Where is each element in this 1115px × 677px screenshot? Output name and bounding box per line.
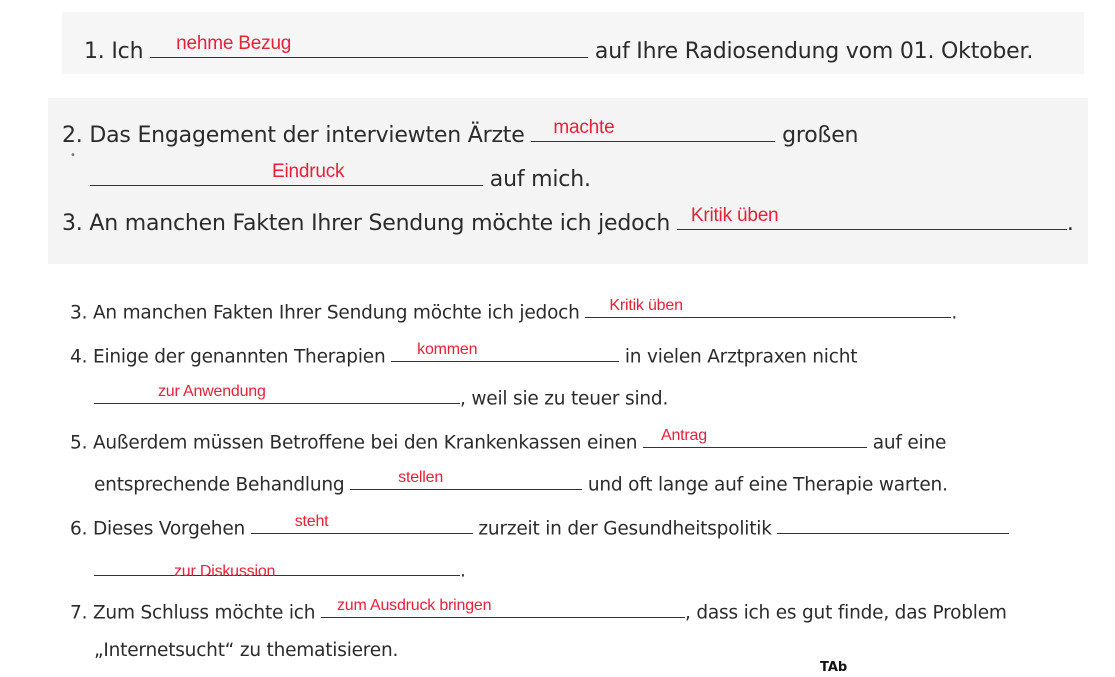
item-number: 3. bbox=[70, 302, 88, 324]
text: Ich bbox=[111, 39, 144, 65]
sentence-6-line-2 bbox=[94, 556, 466, 581]
answer-blank[interactable] bbox=[321, 598, 685, 618]
text: Einige der genannten Therapien bbox=[92, 346, 386, 368]
answer-text: stellen bbox=[398, 469, 444, 487]
item-number: 4. bbox=[70, 346, 88, 368]
sentence-3-first bbox=[62, 206, 1074, 236]
text: Außerdem müssen Betroffene bei den Krankenkassen einen bbox=[92, 432, 638, 454]
text: . bbox=[1066, 211, 1074, 237]
text: Dieses Vorgehen bbox=[92, 518, 246, 540]
answer-text: Antrag bbox=[661, 427, 707, 445]
sentence-3-second bbox=[70, 298, 957, 323]
text: . bbox=[951, 302, 958, 324]
item-number: 3. bbox=[62, 211, 83, 237]
text: zurzeit in der Gesundheitspolitik bbox=[478, 518, 772, 540]
answer-blank[interactable] bbox=[643, 428, 867, 448]
sentence-5-line-2 bbox=[94, 470, 948, 495]
answer-blank[interactable] bbox=[94, 556, 460, 581]
text: auf eine bbox=[872, 432, 947, 454]
answer-blank[interactable] bbox=[90, 162, 483, 186]
sentence-5-line-1 bbox=[70, 428, 946, 453]
answer-text: Kritik üben bbox=[690, 205, 779, 227]
sentence-7-line-2 bbox=[94, 640, 398, 661]
text: in vielen Arztpraxen nicht bbox=[624, 346, 858, 368]
text: , weil sie zu teuer sind. bbox=[460, 388, 669, 410]
sentence-6-line-1 bbox=[70, 514, 1009, 539]
answer-text: steht bbox=[294, 513, 329, 531]
answer-text: nehme Bezug bbox=[176, 33, 292, 55]
answer-blank[interactable] bbox=[677, 206, 1067, 230]
text: großen bbox=[782, 123, 859, 149]
text: auf mich. bbox=[489, 167, 591, 193]
sentence-1 bbox=[84, 34, 1033, 64]
text: Das Engagement der interviewten Ärzte bbox=[89, 123, 525, 149]
item-number: 1. bbox=[84, 39, 105, 65]
item-number: 7. bbox=[70, 602, 88, 624]
answer-blank[interactable] bbox=[585, 298, 951, 318]
answer-text: kommen bbox=[417, 341, 478, 359]
text: „Internetsucht“ zu thematisieren. bbox=[94, 640, 399, 661]
sentence-7-line-1 bbox=[70, 598, 1007, 623]
text: Zum Schluss möchte ich bbox=[92, 602, 316, 624]
corner-stamp: TAb bbox=[820, 660, 848, 675]
item-number: 5. bbox=[70, 432, 88, 454]
text: . bbox=[460, 560, 466, 582]
text: und oft lange auf eine Therapie warten. bbox=[587, 474, 948, 496]
answer-text: zur Anwendung bbox=[158, 383, 266, 401]
answer-blank-empty[interactable] bbox=[777, 514, 1009, 534]
sentence-2-line-1 bbox=[62, 118, 858, 148]
text: auf Ihre Radiosendung vom 01. Oktober. bbox=[594, 39, 1034, 65]
item-number: 6. bbox=[70, 518, 88, 540]
answer-blank[interactable] bbox=[391, 342, 619, 362]
answer-text: zum Ausdruck bringen bbox=[337, 597, 492, 615]
text: An manchen Fakten Ihrer Sendung möchte ich jedoch bbox=[92, 302, 580, 324]
sentence-2-line-2 bbox=[90, 162, 591, 192]
text: An manchen Fakten Ihrer Sendung möchte ich jedoch bbox=[89, 211, 671, 237]
answer-text: Kritik üben bbox=[609, 297, 683, 315]
answer-text: zur Diskussion bbox=[174, 563, 276, 581]
answer-blank[interactable] bbox=[94, 384, 460, 404]
sentence-4-line-2 bbox=[94, 384, 668, 409]
text: entsprechende Behandlung bbox=[94, 474, 345, 496]
answer-blank[interactable] bbox=[150, 34, 588, 58]
answer-text: Eindruck bbox=[272, 161, 345, 183]
answer-blank[interactable] bbox=[531, 118, 775, 142]
sentence-4-line-1 bbox=[70, 342, 857, 367]
text: , dass ich es gut finde, das Problem bbox=[685, 602, 1007, 624]
scan-speck: • bbox=[70, 150, 76, 161]
answer-text: machte bbox=[553, 117, 615, 139]
answer-blank[interactable] bbox=[251, 514, 473, 534]
answer-blank[interactable] bbox=[350, 470, 582, 490]
item-number: 2. bbox=[62, 123, 83, 149]
